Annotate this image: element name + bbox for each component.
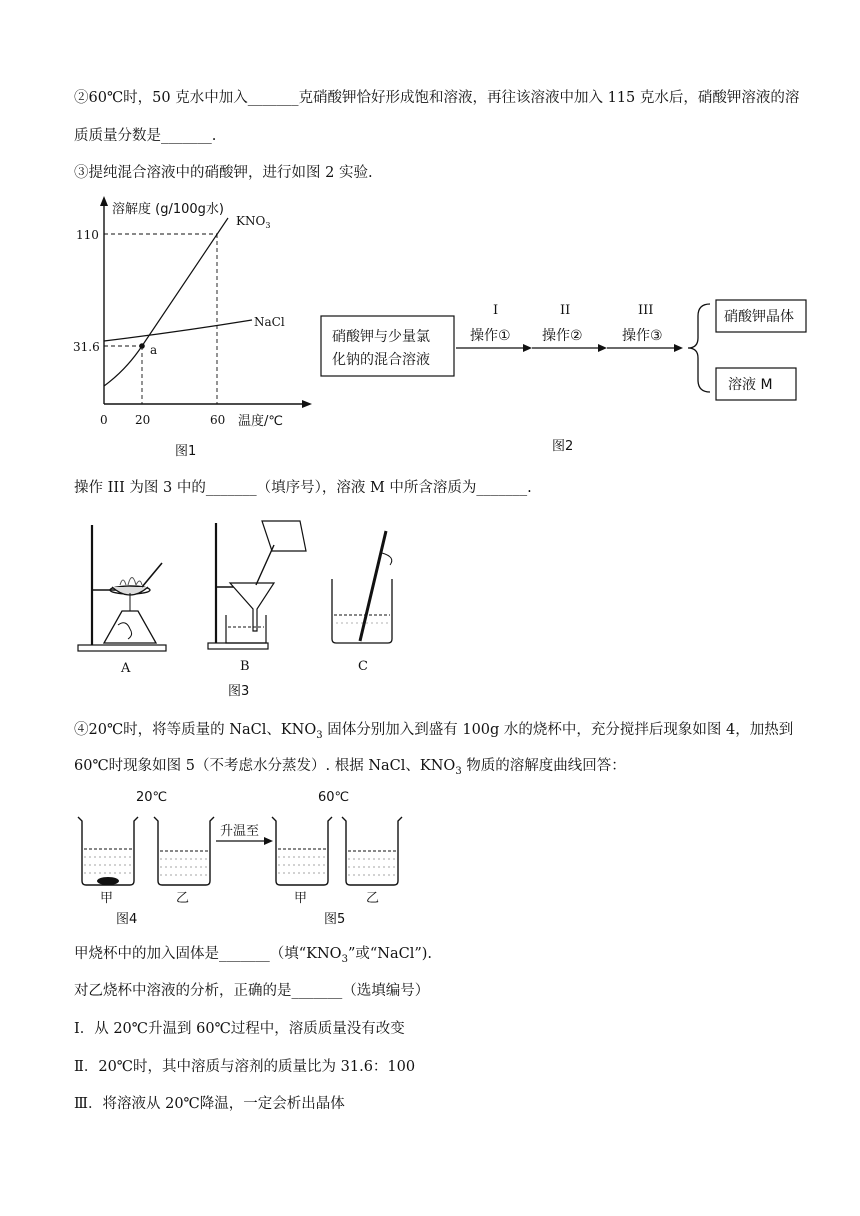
beaker-jia-20	[78, 817, 138, 906]
fig4-caption: 图4	[116, 912, 138, 927]
undissolved-solid	[97, 877, 119, 885]
fig3-caption: 图3	[228, 684, 250, 699]
q5-option-3: Ⅲ．将溶液从 20℃降温，一定会析出晶体	[74, 1096, 345, 1112]
kno3-curve	[104, 218, 228, 386]
x-tick-0: 0	[100, 413, 108, 427]
y-tick-110: 110	[76, 228, 99, 242]
heat-arrow-label: 升温至	[220, 824, 260, 839]
kno3-label: $KNO_3$	[236, 214, 271, 230]
apparatus-b-filtration	[208, 521, 306, 674]
q4-line2: 60℃时现象如图 5（不考虑水分蒸发）. 根据 NaCl、$KNO_3$ 物质的溶解度曲线回答：	[74, 758, 626, 777]
nacl-curve	[104, 320, 252, 341]
step1-label: 操作①	[470, 328, 511, 344]
apparatus-c-stirring	[332, 531, 392, 674]
fig5-caption: 图5	[324, 912, 346, 927]
q5-line1: 甲烧杯中的加入固体是_______（填“$KNO_3$”或“NaCl”).	[74, 946, 433, 965]
point-a-label: a	[150, 343, 158, 357]
label-c: C	[358, 659, 368, 674]
y-tick-31-6: 31.6	[73, 340, 100, 354]
intersection-point-a	[139, 343, 145, 349]
mixture-box-line2: 化钠的混合溶液	[332, 352, 430, 368]
temp-60: 60℃	[318, 790, 350, 805]
solution-m-output: 溶液 M	[728, 377, 773, 393]
beaker2-label: 乙	[176, 891, 190, 906]
beaker-jia-60	[272, 817, 332, 906]
output-brace	[688, 304, 710, 392]
fig2-caption: 图2	[552, 439, 574, 454]
step3-label: 操作③	[622, 328, 663, 344]
step1-num: I	[493, 303, 499, 318]
fig45-beakers	[70, 785, 410, 935]
beaker-yi-20	[154, 817, 214, 906]
nacl-label: NaCl	[254, 315, 285, 329]
crystal-output: 硝酸钾晶体	[724, 309, 794, 325]
temp-20: 20℃	[136, 790, 168, 805]
q3-operation-line: 操作 III 为图 3 中的_______（填序号），溶液 M 中所含溶质为_______.	[74, 480, 532, 496]
step2-num: II	[560, 303, 571, 318]
q5-option-2: Ⅱ．20℃时，其中溶质与溶剂的质量比为 31.6：100	[74, 1059, 416, 1075]
fig1-ylabel: 溶解度 (g/100g水)	[112, 202, 224, 217]
q5-option-1: Ⅰ．从 20℃升温到 60℃过程中，溶质质量没有改变	[74, 1021, 405, 1037]
apparatus-a-evaporation	[78, 525, 166, 676]
x-tick-60: 60	[210, 413, 226, 427]
fig3-apparatus	[70, 515, 430, 700]
q2-line2: 质质量分数是_______.	[74, 128, 217, 144]
fig1-solubility-chart	[68, 192, 318, 462]
beaker1-label: 甲	[100, 891, 114, 906]
step3-num: III	[638, 303, 654, 318]
q2-line1: ②60℃时，50 克水中加入_______克硝酸钾恰好形成饱和溶液，再往该溶液中加入 115 克水后，硝酸钾溶液的溶	[74, 90, 800, 106]
beaker4-label: 乙	[366, 891, 380, 906]
fig1-xlabel: 温度/℃	[238, 414, 283, 429]
step2-label: 操作②	[542, 328, 583, 344]
q3-intro: ③提纯混合溶液中的硝酸钾，进行如图 2 实验.	[74, 165, 373, 181]
x-tick-20: 20	[135, 413, 151, 427]
fig2-process-flow	[318, 296, 818, 462]
label-b: B	[240, 659, 250, 674]
q4-line1: ④20℃时，将等质量的 NaCl、$KNO_3$ 固体分别加入到盛有 100g 水的烧杯中，充分搅拌后现象如图 4，加热到	[74, 722, 794, 741]
beaker3-label: 甲	[294, 891, 308, 906]
q5-line2: 对乙烧杯中溶液的分析，正确的是_______（选填编号）	[74, 983, 430, 999]
fig1-caption: 图1	[175, 444, 197, 459]
beaker-yi-60	[342, 817, 402, 906]
mixture-box-line1: 硝酸钾与少量氯	[332, 329, 430, 345]
label-a: A	[121, 661, 131, 676]
